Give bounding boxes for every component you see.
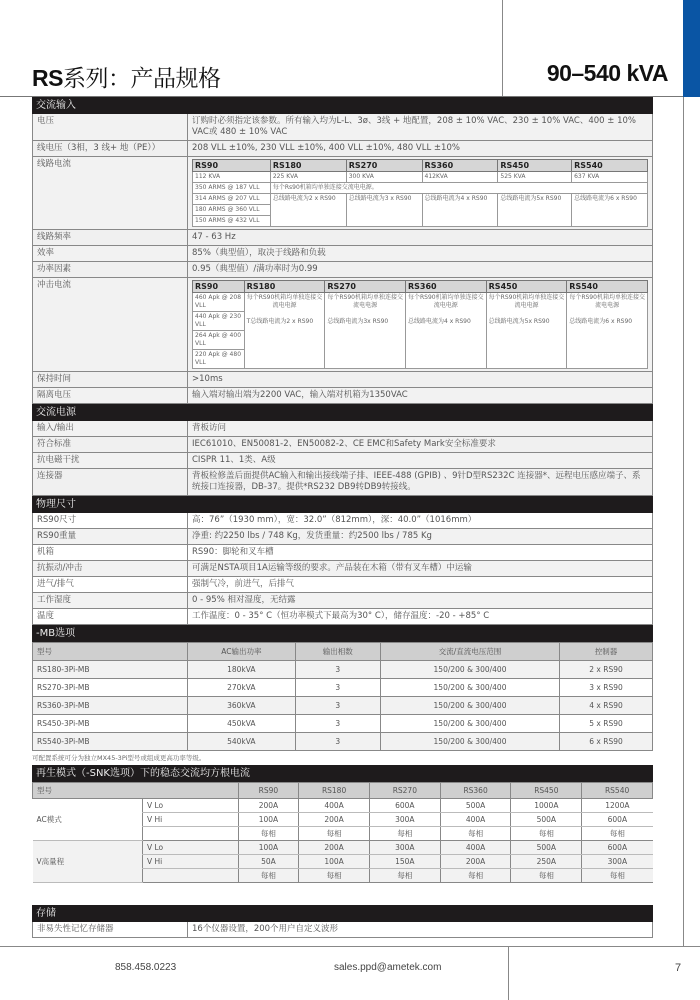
current-cell: 180 ARMS @ 360 VLL — [193, 205, 271, 216]
spec-row — [32, 577, 653, 593]
snk-cell: 200A — [299, 813, 370, 827]
snk-cell: 每相 — [511, 827, 582, 841]
snk-v-label: V Lo — [143, 841, 239, 855]
mb-cell: 150/200 & 300/400 — [380, 661, 559, 679]
snk-header: RS90 — [238, 783, 299, 799]
snk-cell: 每相 — [440, 827, 511, 841]
inrush-table — [192, 280, 648, 369]
spec-row — [32, 469, 653, 496]
snk-cell: 300A — [369, 841, 440, 855]
snk-cell: 每相 — [238, 869, 299, 883]
brand-accent-bar — [683, 0, 700, 97]
spec-row-efficiency — [32, 246, 653, 262]
spec-label: 隔离电压 — [33, 388, 188, 403]
spec-row-storage — [32, 922, 653, 938]
footer-divider — [508, 946, 509, 1000]
spec-label: 工作湿度 — [33, 593, 188, 608]
snk-header: RS360 — [440, 783, 511, 799]
kva-cell: 637 KVA — [572, 172, 648, 183]
mb-header: 输出相数 — [295, 643, 380, 661]
model-header: RS180 — [270, 160, 346, 172]
spec-row — [32, 437, 653, 453]
kva-cell: 300 KVA — [346, 172, 422, 183]
snk-header: 型号 — [33, 783, 239, 799]
spec-label: 机箱 — [33, 545, 188, 560]
snk-cell: 200A — [440, 855, 511, 869]
section-snk: 再生模式（-SNK选项）下的稳态交流均方根电流 — [32, 765, 653, 782]
spec-row — [32, 421, 653, 437]
snk-cell: 每相 — [299, 827, 370, 841]
snk-v-label: V Hi — [143, 855, 239, 869]
mb-cell: 180kVA — [188, 661, 296, 679]
inrush-total: 总线路电流为5x RS90 — [488, 318, 550, 325]
inrush-each-note: 每个RS90机箱均单独连接交流电电源 — [488, 294, 565, 309]
snk-cell: 每相 — [369, 827, 440, 841]
mb-header: 交流/直流电压范围 — [380, 643, 559, 661]
inrush-cell: 460 Apk @ 208 VLL — [193, 293, 245, 312]
snk-group-label: V高量程 — [33, 841, 143, 883]
table-row — [33, 679, 653, 697]
page-margin-rule — [683, 97, 684, 947]
mb-cell: 3 — [295, 715, 380, 733]
snk-v-label: V Hi — [143, 813, 239, 827]
model-header: RS360 — [422, 160, 498, 172]
section-ac-input: 交流输入 — [32, 97, 653, 114]
inrush-rs180-cell — [244, 293, 325, 369]
model-header: RS360 — [405, 281, 486, 293]
section-mb-options: -MB选项 — [32, 625, 653, 642]
footer-phone: 858.458.0223 — [115, 962, 177, 973]
line-current-table — [192, 159, 648, 227]
spec-row — [32, 593, 653, 609]
spec-label: 线电压（3相，3 线+ 地（PE）） — [33, 141, 188, 156]
table-row — [33, 733, 653, 751]
mb-cell: 3 — [295, 661, 380, 679]
spec-value: 高：76”（1930 mm），宽：32.0”（812mm），深：40.0”（1016mm） — [192, 515, 477, 525]
spec-label: RS90尺寸 — [33, 513, 188, 528]
spec-label: 线路电流 — [33, 157, 188, 229]
spec-label: 连接器 — [33, 469, 188, 495]
snk-cell: 100A — [238, 841, 299, 855]
snk-cell: 每相 — [238, 827, 299, 841]
snk-cell: 400A — [299, 799, 370, 813]
snk-cell: 1000A — [511, 799, 582, 813]
mb-header: AC输出功率 — [188, 643, 296, 661]
mb-cell: 270kVA — [188, 679, 296, 697]
spec-label: 温度 — [33, 609, 188, 624]
snk-cell: 每相 — [440, 869, 511, 883]
line-current-table-wrap — [188, 157, 652, 229]
spec-value: 208 VLL ±10%, 230 VLL ±10%, 400 VLL ±10%, 480 VLL ±10% — [192, 143, 460, 153]
snk-cell: 400A — [440, 813, 511, 827]
spec-row — [32, 561, 653, 577]
spec-value: 输入端对输出端为2200 VAC，输入端对机箱为1350VAC — [192, 390, 408, 400]
inrush-cell: 220 Apk @ 480 VLL — [193, 350, 245, 369]
snk-cell: 600A — [582, 813, 653, 827]
spec-label: 电压 — [33, 114, 188, 140]
inrush-rs360-cell — [405, 293, 486, 369]
mb-cell: 3 — [295, 733, 380, 751]
model-header: RS540 — [567, 281, 648, 293]
current-cell: 350 ARMS @ 187 VLL — [193, 183, 271, 194]
inrush-total: 总线路电流为6 x RS90 — [569, 318, 633, 325]
mb-cell: 3 — [295, 697, 380, 715]
kva-cell: 225 KVA — [270, 172, 346, 183]
snk-cell: 每相 — [369, 869, 440, 883]
snk-header: RS540 — [582, 783, 653, 799]
mb-cell: RS360-3Pi-MB — [33, 697, 188, 715]
inrush-each-note: 每个RS90机箱均单独连接交流电电源 — [246, 294, 323, 309]
spec-value: 16个仪器设置，200个用户自定义波形 — [192, 924, 339, 934]
snk-cell: 每相 — [511, 869, 582, 883]
snk-cell: 400A — [440, 841, 511, 855]
total-cell: 总线路电流为6 x RS90 — [572, 194, 648, 227]
spec-row-hold-time — [32, 372, 653, 388]
mb-cell: RS450-3Pi-MB — [33, 715, 188, 733]
spec-label: 线路频率 — [33, 230, 188, 245]
current-cell: 314 ARMS @ 207 VLL — [193, 194, 271, 205]
mb-cell: 2 x RS90 — [560, 661, 653, 679]
spec-row — [32, 529, 653, 545]
spec-row-voltage — [32, 114, 653, 141]
spec-row-line-current — [32, 157, 653, 230]
spec-row — [32, 545, 653, 561]
snk-v-label: V Lo — [143, 799, 239, 813]
inrush-rs450-cell — [486, 293, 567, 369]
spec-value: 订购时必须指定该参数。所有输入均为L-L、3ø、3线 + 地配置，208 ± 10% VAC、230 ± 10% VAC、400 ± 10% VAC或 480 ± 10% VAC — [192, 116, 637, 137]
inrush-cell: 264 Apk @ 400 VLL — [193, 331, 245, 350]
model-header: RS90 — [193, 160, 271, 172]
snk-cell: 200A — [299, 841, 370, 855]
mb-cell: 4 x RS90 — [560, 697, 653, 715]
total-cell: 总线路电流为3 x RS90 — [346, 194, 422, 227]
inrush-total: 总线路电流为3x RS90 — [327, 318, 389, 325]
mb-cell: 150/200 & 300/400 — [380, 715, 559, 733]
snk-cell: 250A — [511, 855, 582, 869]
spec-row-inrush — [32, 278, 653, 372]
mb-cell: 360kVA — [188, 697, 296, 715]
spec-label: 符合标准 — [33, 437, 188, 452]
snk-v-label — [143, 827, 239, 841]
current-cell: 150 ARMS @ 432 VLL — [193, 216, 271, 227]
spec-row — [32, 453, 653, 469]
snk-cell: 200A — [238, 799, 299, 813]
title-text: 系列：产品规格 — [62, 65, 221, 91]
snk-cell: 每相 — [582, 827, 653, 841]
table-row — [33, 697, 653, 715]
model-header: RS90 — [193, 281, 245, 293]
snk-table — [32, 782, 653, 883]
mb-cell: 150/200 & 300/400 — [380, 697, 559, 715]
snk-cell: 600A — [369, 799, 440, 813]
snk-cell: 100A — [299, 855, 370, 869]
spec-value: 0 - 95% 相对湿度，无结露 — [192, 595, 296, 605]
spec-label: 抗振动/冲击 — [33, 561, 188, 576]
mb-cell: 540kVA — [188, 733, 296, 751]
snk-header: RS450 — [511, 783, 582, 799]
snk-cell: 每相 — [582, 869, 653, 883]
spec-value: RS90：脚轮和叉车槽 — [192, 547, 274, 557]
model-header: RS450 — [486, 281, 567, 293]
spec-value: 净重: 约2250 lbs / 748 Kg，发货重量：约2500 lbs / 785 Kg — [192, 531, 432, 541]
snk-group-label: AC模式 — [33, 799, 143, 841]
spec-label: 输入/输出 — [33, 421, 188, 436]
spec-value: 背板访问 — [192, 423, 227, 433]
spec-value: 85%（典型值），取决于线路和负载 — [192, 248, 326, 258]
spacer — [32, 883, 653, 905]
section-ac-power: 交流电源 — [32, 404, 653, 421]
inrush-each-note: 每个RS90机箱均单独连接交流电电源 — [327, 294, 403, 309]
total-cell: 总线路电流为2 x RS90 — [270, 194, 346, 227]
spec-row-isolation — [32, 388, 653, 404]
model-header: RS270 — [346, 160, 422, 172]
spec-value: IEC61010、EN50081-2、EN50082-2、CE EMC和Safety Mark安全标准要求 — [192, 439, 496, 449]
snk-cell: 600A — [582, 841, 653, 855]
spec-label: 效率 — [33, 246, 188, 261]
spec-row-line-voltage — [32, 141, 653, 157]
snk-cell: 1200A — [582, 799, 653, 813]
kva-cell: 412KVA — [422, 172, 498, 183]
table-row — [33, 661, 653, 679]
snk-cell: 500A — [511, 841, 582, 855]
snk-cell: 300A — [582, 855, 653, 869]
snk-cell: 500A — [511, 813, 582, 827]
kva-cell: 112 KVA — [193, 172, 271, 183]
inrush-each-note: 每个RS90机箱均单独连接交流电电源 — [569, 294, 645, 309]
snk-cell: 每相 — [299, 869, 370, 883]
mb-cell: 6 x RS90 — [560, 733, 653, 751]
spec-row-power-factor — [32, 262, 653, 278]
model-header: RS450 — [498, 160, 572, 172]
footer-email[interactable]: sales.ppd@ametek.com — [334, 962, 442, 973]
spec-label: 保持时间 — [33, 372, 188, 387]
model-header: RS540 — [572, 160, 648, 172]
spec-document — [32, 97, 653, 938]
inrush-rs270-cell — [325, 293, 406, 369]
mb-cell: 3 — [295, 679, 380, 697]
mb-header: 控制器 — [560, 643, 653, 661]
spec-value: >10ms — [192, 374, 223, 384]
mb-cell: 150/200 & 300/400 — [380, 733, 559, 751]
inrush-table-wrap — [188, 278, 652, 371]
model-header: RS270 — [325, 281, 406, 293]
kva-cell: 525 KVA — [498, 172, 572, 183]
current-note: 每个Rs90机箱均单独连接交流电电源。 — [270, 183, 647, 194]
table-row — [33, 799, 653, 813]
snk-header: RS270 — [369, 783, 440, 799]
mb-cell: 450kVA — [188, 715, 296, 733]
model-header: RS180 — [244, 281, 325, 293]
mb-cell: 5 x RS90 — [560, 715, 653, 733]
power-range: 90–540 kVA — [546, 60, 668, 86]
spec-label: 功率因素 — [33, 262, 188, 277]
title-series: RS — [32, 65, 63, 91]
mb-table — [32, 642, 653, 751]
table-row — [33, 841, 653, 855]
footer-rule — [0, 946, 700, 947]
inrush-rs540-cell — [567, 293, 648, 369]
section-storage: 存储 — [32, 905, 653, 922]
mb-cell: 3 x RS90 — [560, 679, 653, 697]
spec-label: 进气/排气 — [33, 577, 188, 592]
snk-header: RS180 — [299, 783, 370, 799]
snk-cell: 50A — [238, 855, 299, 869]
spec-value: 0.95（典型值）/满功率时为0.99 — [192, 264, 318, 274]
spec-row — [32, 609, 653, 625]
mb-header: 型号 — [33, 643, 188, 661]
snk-cell: 300A — [369, 813, 440, 827]
snk-cell: 500A — [440, 799, 511, 813]
spec-value: 47 - 63 Hz — [192, 232, 236, 242]
mb-cell: RS180-3Pi-MB — [33, 661, 188, 679]
spec-value: 工作温度：0 - 35° C（恒功率模式下最高为30° C），储存温度：-20 - +85° C — [192, 611, 490, 621]
snk-v-label — [143, 869, 239, 883]
table-row — [33, 715, 653, 733]
spec-label: 冲击电流 — [33, 278, 188, 371]
spec-label: 非易失性记忆存储器 — [33, 922, 188, 937]
spec-row-frequency — [32, 230, 653, 246]
spec-value: 强制气冷，前进气，后排气 — [192, 579, 295, 589]
spec-label: 抗电磁干扰 — [33, 453, 188, 468]
spec-value: 可满足NSTA项目1A运输等级的要求。产品装在木箱（带有叉车槽）中运输 — [192, 563, 472, 573]
total-cell: 总线路电流为5x RS90 — [498, 194, 572, 227]
inrush-total: T总线路电流为2 x RS90 — [246, 318, 314, 325]
page-title — [32, 60, 220, 93]
mb-cell: RS540-3Pi-MB — [33, 733, 188, 751]
mb-cell: RS270-3Pi-MB — [33, 679, 188, 697]
inrush-total: 总线路电流为4 x RS90 — [407, 318, 471, 325]
mb-cell: 150/200 & 300/400 — [380, 679, 559, 697]
snk-cell: 150A — [369, 855, 440, 869]
spec-value: CISPR 11、1类、A级 — [192, 455, 276, 465]
snk-cell: 100A — [238, 813, 299, 827]
spec-label: RS90重量 — [33, 529, 188, 544]
mb-footnote: 可配置系统可分为独立MX45-3Pi型号或组成更高功率等级。 — [32, 754, 206, 762]
section-physical: 物理尺寸 — [32, 496, 653, 513]
inrush-cell: 440 Apk @ 230 VLL — [193, 312, 245, 331]
spec-value: 背板检修盖后面提供AC输入和输出接线端子排、IEEE-488 (GPIB) 、9针D型RS232C 连接器*、远程电压感应端子、系统接口连接器，DB-37。提供*RS232 DB9转DB9转接线。 — [192, 471, 641, 492]
inrush-each-note: 每个RS90机箱均单独连接交流电电源 — [408, 294, 484, 309]
total-cell: 总线路电流为4 x RS90 — [422, 194, 498, 227]
header-divider — [502, 0, 503, 97]
spec-row — [32, 513, 653, 529]
page-number: 7 — [675, 962, 682, 974]
